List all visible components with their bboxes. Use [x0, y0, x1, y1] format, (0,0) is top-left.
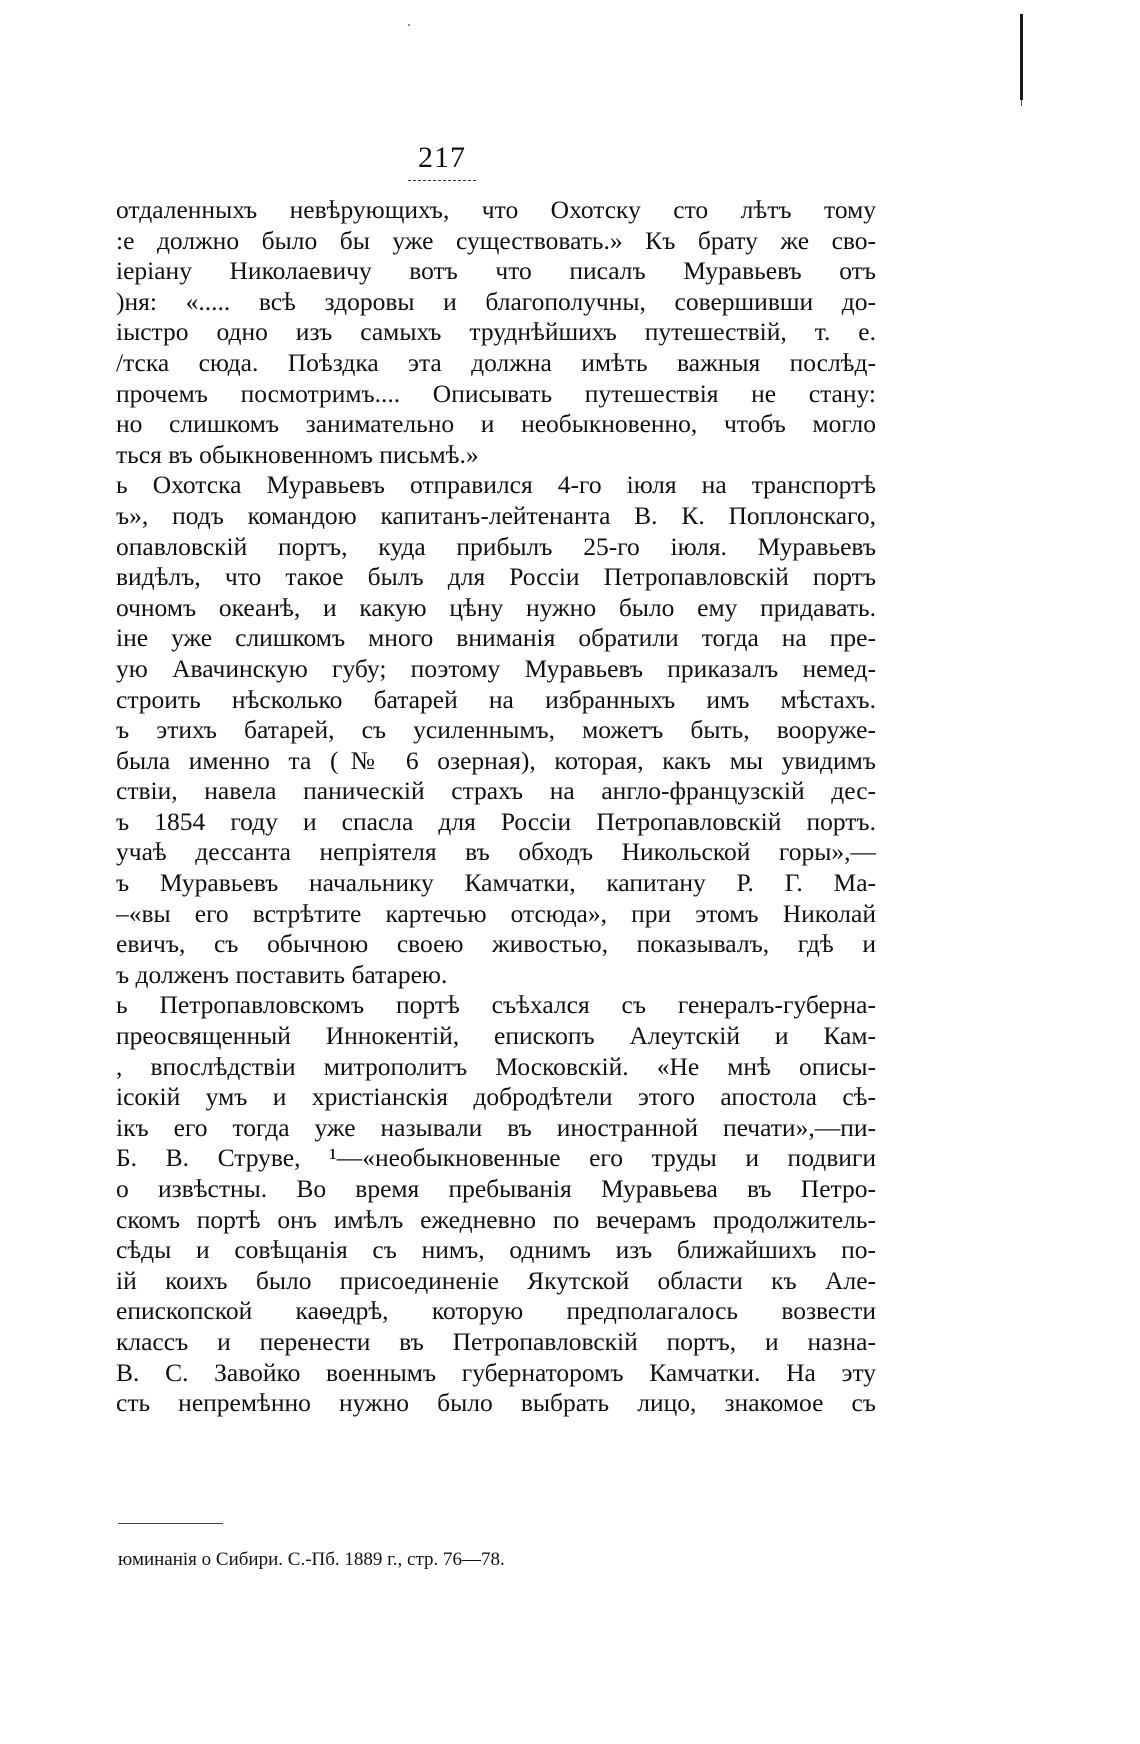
- text-line: , впослѣдствіи митрополитъ Московскій. «Не мнѣ описы-: [116, 1051, 876, 1081]
- text-line: /тска сюда. Поѣздка эта должна имѣть важныя послѣд-: [116, 347, 876, 377]
- text-line: ікъ его тогда уже называли въ иностранной печати»,—пи-: [116, 1112, 876, 1142]
- text-line: Б. В. Струве, ¹—«необыкновенные его труды и подвиги: [116, 1143, 876, 1173]
- text-line: ъ», подъ командою капитанъ-лейтенанта В. К. Поплонскаго,: [116, 500, 876, 530]
- binding-edge-mark: [1020, 14, 1023, 100]
- footnote: юминанія о Сибири. С.-Пб. 1889 г., стр. 76—78.: [118, 1549, 505, 1570]
- text-line: ться въ обыкновенномъ письмѣ.»: [116, 439, 479, 469]
- binding-edge-mark-tail: [1021, 100, 1022, 106]
- footnote-separator: [118, 1523, 223, 1524]
- text-line: прочемъ посмотримъ.... Описывать путешествія не стану:: [116, 378, 876, 408]
- text-line: )ня: «..... всѣ здоровы и благополучны, совершивши до-: [116, 286, 876, 316]
- text-line: ь Петропавловскомъ портѣ съѣхался съ генералъ-губерна-: [116, 990, 876, 1020]
- body-text: [116, 195, 876, 1419]
- text-line: опавловскій портъ, куда прибылъ 25-го іюля. Муравьевъ: [116, 531, 876, 561]
- text-line: ъ этихъ батарей, съ усиленнымъ, можетъ быть, вооруже-: [116, 715, 876, 745]
- page-number: 217: [418, 141, 466, 174]
- text-line: ісокій умъ и христіанскія добродѣтели этого апостола сѣ-: [116, 1082, 876, 1112]
- text-line: о извѣстны. Во время пребыванія Муравьева въ Петро-: [116, 1174, 876, 1203]
- page-number-underline: [408, 180, 476, 181]
- text-line: ій коихъ было присоединеніе Якутской области къ Але-: [116, 1265, 876, 1295]
- text-line: скомъ портѣ онъ имѣлъ ежедневно по вечерамъ продолжитель-: [116, 1204, 876, 1234]
- text-line: ствіи, навела паническій страхъ на англо-французскій дес-: [116, 776, 876, 806]
- text-line: видѣлъ, что такое былъ для Россіи Петропавловскій портъ: [116, 562, 876, 592]
- text-line: была именно та (№ 6 озерная), которая, какъ мы увидимъ: [116, 745, 876, 775]
- text-line: отдаленныхъ невѣрующихъ, что Охотску сто лѣтъ тому: [116, 195, 876, 224]
- text-line: іыстро одно изъ самыхъ труднѣйшихъ путешествій, т. е.: [116, 317, 876, 347]
- text-line: ую Авачинскую губу; поэтому Муравьевъ приказалъ немед-: [116, 653, 876, 683]
- text-line: ъ Муравьевъ начальнику Камчатки, капитану Р. Г. Ма-: [116, 868, 876, 898]
- text-line: очномъ океанѣ, и какую цѣну нужно было ему придавать.: [116, 592, 876, 622]
- text-line: ъ 1854 году и спасла для Россіи Петропавловскій портъ.: [116, 806, 876, 836]
- text-line: строить нѣсколько батарей на избранныхъ имъ мѣстахъ.: [116, 684, 876, 714]
- text-line: ь Охотска Муравьевъ отправился 4-го іюля на транспортѣ: [116, 470, 876, 500]
- text-line: В. С. Завойко военнымъ губернаторомъ Камчатки. На эту: [116, 1357, 876, 1387]
- text-line: преосвященный Иннокентій, епископъ Алеутскій и Кам-: [116, 1021, 876, 1051]
- text-line: іеріану Николаевичу вотъ что писалъ Муравьевъ отъ: [116, 256, 876, 286]
- text-line: евичъ, съ обычною своею живостью, показывалъ, гдѣ и: [116, 929, 876, 959]
- text-line: классъ и перенести въ Петропавловскій портъ, и назна-: [116, 1326, 876, 1356]
- text-line: епископской каѳедрѣ, которую предполагалось возвести: [116, 1296, 876, 1326]
- text-line: іне уже слишкомъ много вниманія обратили тогда на пре-: [116, 623, 876, 653]
- text-line: :е должно было бы уже существовать.» Къ брату же сво-: [116, 225, 876, 255]
- text-line: ъ долженъ поставить батарею.: [116, 959, 448, 989]
- text-line: учаѣ дессанта непріятеля въ обходъ Никольской горы»,—: [116, 837, 876, 867]
- text-line: но слишкомъ занимательно и необыкновенно, чтобъ могло: [116, 409, 876, 439]
- scan-speck: [408, 24, 410, 26]
- text-line: –«вы его встрѣтите картечью отсюда», при этомъ Николай: [116, 898, 876, 928]
- text-line: сть непремѣнно нужно было выбрать лицо, знакомое съ: [116, 1388, 876, 1418]
- text-line: сѣды и совѣщанія съ нимъ, однимъ изъ ближайшихъ по-: [116, 1235, 876, 1265]
